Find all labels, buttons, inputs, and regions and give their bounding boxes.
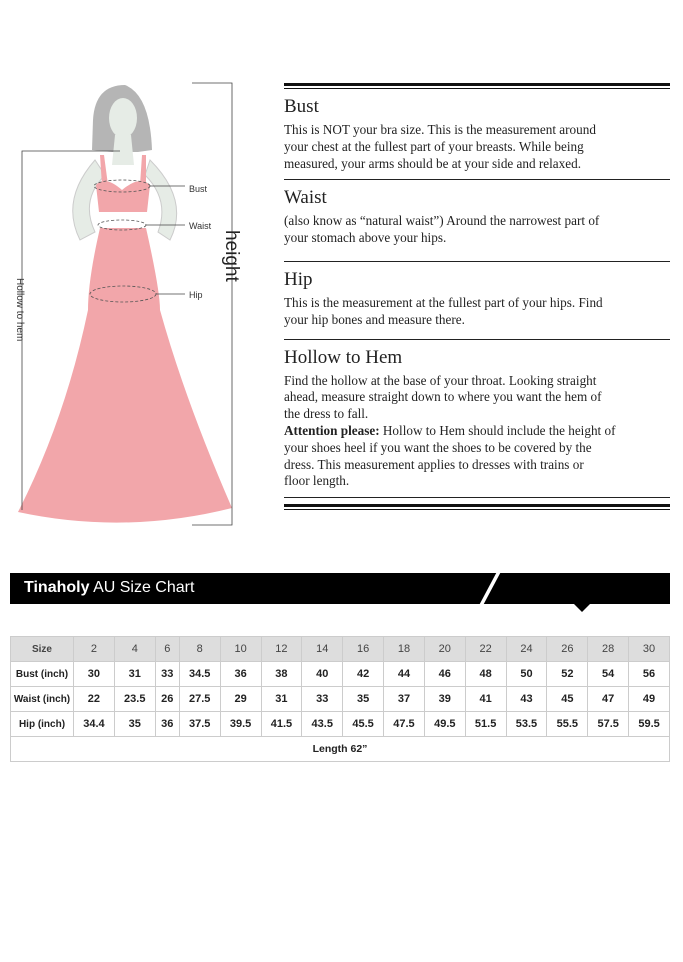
table-cell: 51.5 bbox=[465, 712, 506, 737]
section-title: Waist bbox=[284, 187, 327, 209]
section-waist bbox=[284, 180, 670, 262]
section-hollow-to-hem bbox=[284, 340, 670, 499]
table-cell: 31 bbox=[261, 687, 302, 712]
banner-title bbox=[24, 579, 194, 597]
table-cell: 28 bbox=[588, 637, 629, 662]
table-cell: 8 bbox=[179, 637, 220, 662]
table-cell: 30 bbox=[74, 662, 115, 687]
table-cell: 6 bbox=[155, 637, 179, 662]
face bbox=[109, 98, 137, 138]
table-cell: 37.5 bbox=[179, 712, 220, 737]
section-hip bbox=[284, 262, 670, 340]
brand-name: Tinaholy bbox=[24, 579, 90, 596]
table-cell: 43.5 bbox=[302, 712, 343, 737]
table-cell: 47.5 bbox=[384, 712, 425, 737]
table-cell: 45 bbox=[547, 687, 588, 712]
label-hip: Hip bbox=[189, 290, 203, 300]
table-cell: 10 bbox=[220, 637, 261, 662]
table-cell: 36 bbox=[155, 712, 179, 737]
section-title: Hip bbox=[284, 268, 313, 290]
table-cell: 22 bbox=[74, 687, 115, 712]
table-cell: 18 bbox=[384, 637, 425, 662]
table-cell: 53.5 bbox=[506, 712, 547, 737]
label-bust: Bust bbox=[189, 184, 208, 194]
table-cell: 24 bbox=[506, 637, 547, 662]
text-line: This is the measurement at the fullest part of your hips. Find bbox=[284, 294, 603, 310]
table-cell: 31 bbox=[114, 662, 155, 687]
section-title: Hollow to Hem bbox=[284, 346, 403, 368]
table-cell: 35 bbox=[114, 712, 155, 737]
table-cell: 54 bbox=[588, 662, 629, 687]
table-cell: 30 bbox=[629, 637, 670, 662]
table-cell: 59.5 bbox=[629, 712, 670, 737]
text-line: Find the hollow at the base of your throat. Looking straight bbox=[284, 372, 597, 388]
table-cell: 46 bbox=[424, 662, 465, 687]
table-cell: 34.4 bbox=[74, 712, 115, 737]
size-chart-table bbox=[10, 636, 670, 762]
text-line: (also know as “natural waist”) Around the narrowest part of bbox=[284, 213, 600, 229]
section-bust bbox=[284, 89, 670, 180]
text-line: your shoes heel if you want the shoes to be covered by the bbox=[284, 439, 592, 455]
table-cell: 12 bbox=[261, 637, 302, 662]
measurement-descriptions bbox=[284, 83, 670, 510]
banner-pointer bbox=[574, 604, 590, 612]
table-cell: 29 bbox=[220, 687, 261, 712]
table-cell: 47 bbox=[588, 687, 629, 712]
length-cell: Length 62” bbox=[11, 737, 670, 762]
table-cell: 27.5 bbox=[179, 687, 220, 712]
text-line: ahead, measure straight down to where you want the hem of bbox=[284, 389, 602, 405]
table-cell: 45.5 bbox=[343, 712, 384, 737]
table-cell: 56 bbox=[629, 662, 670, 687]
table-cell: 33 bbox=[155, 662, 179, 687]
text-line: Hollow to Hem should include the height of bbox=[379, 422, 616, 438]
label-hollow-to-hem: Hollow to hem bbox=[14, 278, 25, 342]
text-line: This is NOT your bra size. This is the measurement around bbox=[284, 122, 596, 137]
table-cell: 16 bbox=[343, 637, 384, 662]
attention-label: Attention please: bbox=[284, 422, 380, 438]
table-cell: 50 bbox=[506, 662, 547, 687]
table-cell: 14 bbox=[302, 637, 343, 662]
text-line: your hip bones and measure there. bbox=[284, 311, 465, 327]
text-line: measured, your arms should be at your side and relaxed. bbox=[284, 155, 581, 171]
table-cell: 55.5 bbox=[547, 712, 588, 737]
table-row bbox=[11, 687, 670, 712]
table-cell: 44 bbox=[384, 662, 425, 687]
table-cell: 43 bbox=[506, 687, 547, 712]
label-waist: Waist bbox=[189, 221, 212, 231]
table-cell: 34.5 bbox=[179, 662, 220, 687]
table-cell: 48 bbox=[465, 662, 506, 687]
table-row bbox=[11, 712, 670, 737]
text-line: the dress to fall. bbox=[284, 406, 369, 422]
table-cell: 26 bbox=[155, 687, 179, 712]
section-title: Bust bbox=[284, 96, 319, 117]
table-cell: 49.5 bbox=[424, 712, 465, 737]
table-cell: 23.5 bbox=[114, 687, 155, 712]
banner-slash bbox=[480, 573, 500, 604]
table-row bbox=[11, 737, 670, 762]
row-header: Size bbox=[11, 637, 74, 662]
row-header: Bust (inch) bbox=[11, 662, 74, 687]
table-cell: 41 bbox=[465, 687, 506, 712]
table-cell: 36 bbox=[220, 662, 261, 687]
table-cell: 35 bbox=[343, 687, 384, 712]
table-row bbox=[11, 662, 670, 687]
table-cell: 4 bbox=[114, 637, 155, 662]
text-line: your chest at the fullest part of your breasts. While being bbox=[284, 138, 584, 154]
chart-title: AU Size Chart bbox=[89, 579, 195, 596]
dress-measurement-figure bbox=[0, 70, 270, 540]
table-cell: 22 bbox=[465, 637, 506, 662]
skirt bbox=[18, 228, 232, 523]
table-cell: 49 bbox=[629, 687, 670, 712]
divider bbox=[284, 504, 670, 510]
row-header: Hip (inch) bbox=[11, 712, 74, 737]
size-chart-banner bbox=[10, 573, 670, 604]
table-cell: 38 bbox=[261, 662, 302, 687]
label-height: height bbox=[221, 230, 242, 282]
text-line bbox=[284, 423, 670, 440]
table-cell: 52 bbox=[547, 662, 588, 687]
table-cell: 57.5 bbox=[588, 712, 629, 737]
text-line: dress. This measurement applies to dresses with trains or bbox=[284, 456, 584, 472]
table-cell: 37 bbox=[384, 687, 425, 712]
table-cell: 39.5 bbox=[220, 712, 261, 737]
table-cell: 42 bbox=[343, 662, 384, 687]
table-cell: 20 bbox=[424, 637, 465, 662]
text-line: your stomach above your hips. bbox=[284, 230, 447, 246]
text-line: floor length. bbox=[284, 473, 350, 489]
table-row bbox=[11, 637, 670, 662]
neck bbox=[112, 135, 134, 165]
row-header: Waist (inch) bbox=[11, 687, 74, 712]
table-cell: 39 bbox=[424, 687, 465, 712]
table-cell: 41.5 bbox=[261, 712, 302, 737]
table-cell: 2 bbox=[74, 637, 115, 662]
table-cell: 26 bbox=[547, 637, 588, 662]
table-cell: 40 bbox=[302, 662, 343, 687]
table-cell: 33 bbox=[302, 687, 343, 712]
